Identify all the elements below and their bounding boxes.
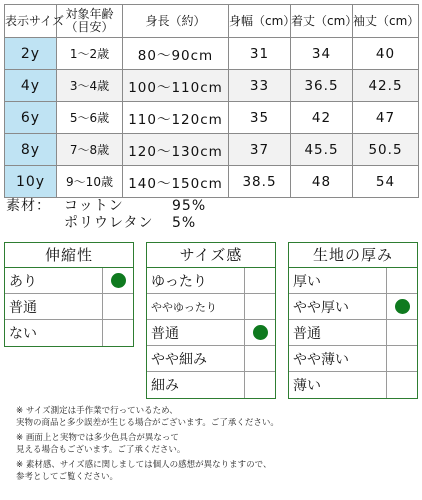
note: ※ 素材感、サイズ感に関しましては個人の感想が異なりますので、 参考としてご覧ください。 [16,460,272,482]
option-mark-cell [245,294,275,319]
thickness-option [289,346,417,372]
thickness-option-label: 厚い [289,268,387,293]
sleeve-cell: 50.5 [353,134,419,166]
material-row [6,198,206,215]
fit-option [147,294,275,320]
stretch-option [5,294,133,320]
height-cell: 80～90cm [123,38,229,70]
header-length: 着丈（cm） [291,5,353,38]
fit-option-label: ゆったり [147,268,245,293]
age-cell: 7～8歳 [57,134,123,166]
thickness-option-label: 薄い [289,372,387,398]
size-rows [5,38,419,198]
fit-option-label: 普通 [147,320,245,345]
stretch-panel-title: 伸縮性 [5,243,133,268]
option-mark-cell [245,372,275,398]
sleeve-cell: 42.5 [353,70,419,102]
material-label: 素材： [6,198,51,214]
material-percent: 5% [172,215,197,231]
length-cell: 34 [291,38,353,70]
selected-dot-icon [253,325,268,340]
length-cell: 42 [291,102,353,134]
fit-option-label: ややゆったり [147,294,245,319]
notes [16,405,416,486]
thickness-option [289,372,417,398]
material-info [6,198,206,232]
option-mark-cell [103,268,133,293]
width-cell: 31 [229,38,291,70]
length-cell: 48 [291,166,353,198]
size-cell: 4y [5,70,57,102]
option-mark-cell [103,320,133,346]
fit-option [147,320,275,346]
fit-option-label: 細み [147,372,245,398]
option-mark-cell [245,320,275,345]
width-cell: 38.5 [229,166,291,198]
option-mark-cell [103,294,133,319]
size-row [5,70,419,102]
thickness-option-label: やや薄い [289,346,387,371]
header-sleeve: 袖丈（cm） [353,5,419,38]
selected-dot-icon [111,273,126,288]
stretch-option-label: 普通 [5,294,103,319]
thickness-panel-title: 生地の厚み [289,243,417,268]
age-cell: 5～6歳 [57,102,123,134]
width-cell: 35 [229,102,291,134]
header-height: 身長（約） [123,5,229,38]
material-row [6,215,206,232]
fit-panel [146,242,276,399]
sleeve-cell: 40 [353,38,419,70]
length-cell: 45.5 [291,134,353,166]
size-row [5,38,419,70]
height-cell: 100～110cm [123,70,229,102]
size-cell: 10y [5,166,57,198]
stretch-panel [4,242,134,347]
selected-dot-icon [395,299,410,314]
stretch-option [5,320,133,346]
fit-option-label: やや細み [147,346,245,371]
option-mark-cell [387,346,417,371]
fit-option [147,372,275,398]
note: ※ 画面上と実物では多少色具合が異なって 見える場合もございます。ご了承ください。 [16,433,186,455]
option-mark-cell [387,294,417,319]
width-cell: 33 [229,70,291,102]
thickness-option [289,320,417,346]
length-cell: 36.5 [291,70,353,102]
size-cell: 6y [5,102,57,134]
thickness-option [289,294,417,320]
size-row [5,134,419,166]
sleeve-cell: 54 [353,166,419,198]
fit-option [147,268,275,294]
option-mark-cell [387,320,417,345]
thickness-option-label: やや厚い [289,294,387,319]
fit-option [147,346,275,372]
height-cell: 110～120cm [123,102,229,134]
size-row [5,166,419,198]
material-name: ポリウレタン [64,215,154,231]
material-name: コットン [64,198,124,214]
size-chart-table [4,4,419,198]
width-cell: 37 [229,134,291,166]
material-percent: 95% [172,198,207,214]
option-mark-cell [387,372,417,398]
option-mark-cell [387,268,417,293]
size-cell: 8y [5,134,57,166]
height-cell: 120～130cm [123,134,229,166]
header-width: 身幅（cm） [229,5,291,38]
age-cell: 3～4歳 [57,70,123,102]
stretch-option-label: ない [5,320,103,346]
option-mark-cell [245,268,275,293]
header-size: 表示サイズ [5,5,57,38]
stretch-option-label: あり [5,268,103,293]
header-age: 対象年齢 （目安） [57,5,123,38]
height-cell: 140～150cm [123,166,229,198]
fit-panel-title: サイズ感 [147,243,275,268]
note: ※ サイズ測定は手作業で行っているため、 実物の商品と多少誤差が生じる場合がございます。ご了承ください。 [16,406,279,428]
age-cell: 9～10歳 [57,166,123,198]
size-cell: 2y [5,38,57,70]
size-row [5,102,419,134]
thickness-option-label: 普通 [289,320,387,345]
stretch-option [5,268,133,294]
age-cell: 1～2歳 [57,38,123,70]
option-mark-cell [245,346,275,371]
sleeve-cell: 47 [353,102,419,134]
thickness-option [289,268,417,294]
thickness-panel [288,242,418,399]
